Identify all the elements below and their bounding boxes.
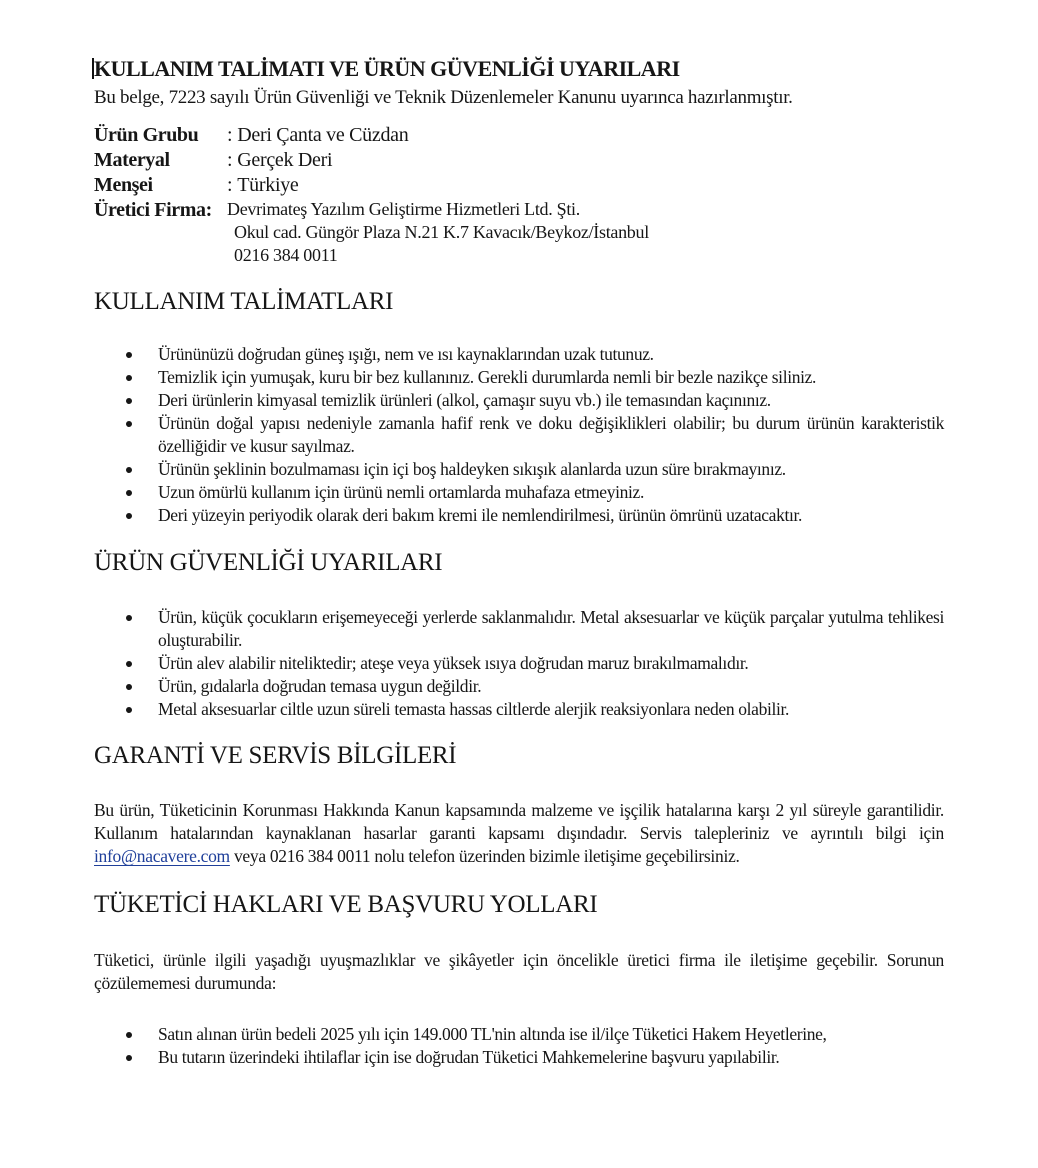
list-item: [94, 675, 944, 698]
list-item: [94, 1023, 944, 1046]
section-title-usage: KULLANIM TALİMATLARI: [94, 288, 394, 315]
list-item-text: Ürününüzü doğrudan güneş ışığı, nem ve ısı kaynaklarından uzak tutunuz.: [158, 344, 654, 364]
bullet-dot-icon: [126, 375, 132, 381]
list-item: [94, 481, 944, 504]
bullet-dot-icon: [126, 615, 132, 621]
section-title-rights: TÜKETİCİ HAKLARI VE BAŞVURU YOLLARI: [94, 891, 598, 918]
list-item-text: Deri yüzeyin periyodik olarak deri bakım kremi ile nemlendirilmesi, ürünün ömrünü uzatacaktır.: [158, 505, 803, 525]
info-row-material: [94, 148, 944, 173]
list-item: [94, 652, 944, 675]
maker-label: Üretici Firma:: [94, 199, 212, 221]
maker-name: Devrimateş Yazılım Geliştirme Hizmetleri Ltd. Şti.: [227, 199, 580, 219]
bullet-dot-icon: [126, 398, 132, 404]
maker-address: Okul cad. Güngör Plaza N.21 K.7 Kavacık/Beykoz/İstanbul: [234, 222, 649, 242]
separator: :: [227, 149, 233, 171]
bullet-dot-icon: [126, 1055, 132, 1061]
list-item-text: Bu tutarın üzerindeki ihtilaflar için ise doğrudan Tüketici Mahkemelerine başvuru yapılabilir.: [158, 1047, 780, 1067]
list-item-text: Ürün alev alabilir niteliktedir; ateşe veya yüksek ısıya doğrudan maruz bırakılmamalıdır.: [158, 653, 749, 673]
safety-list: [94, 606, 944, 721]
list-item-text: Temizlik için yumuşak, kuru bir bez kullanınız. Gerekli durumlarda nemli bir bezle nazikçe siliniz.: [158, 367, 817, 387]
list-item-text: Ürünün şeklinin bozulmaması için içi boş haldeyken sıkışık alanlarda uzun süre bırakmayınız.: [158, 459, 786, 479]
product-group-label: Ürün Grubu: [94, 124, 199, 146]
section-title-warranty: GARANTİ VE SERVİS BİLGİLERİ: [94, 742, 457, 769]
info-row-product-group: [94, 123, 944, 148]
list-item: [94, 389, 944, 412]
section-title-safety: ÜRÜN GÜVENLİĞİ UYARILARI: [94, 549, 443, 576]
origin-value: Türkiye: [237, 174, 299, 196]
bullet-dot-icon: [126, 467, 132, 473]
maker-phone: 0216 384 0011: [234, 245, 338, 265]
product-info-table: [94, 123, 944, 267]
material-value-wrap: [227, 148, 332, 173]
text-cursor: [92, 58, 94, 79]
bullet-dot-icon: [126, 661, 132, 667]
list-item: [94, 504, 944, 527]
list-item-text: Deri ürünlerin kimyasal temizlik ürünleri (alkol, çamaşır suyu vb.) ile temasından kaçınınız.: [158, 390, 771, 410]
bullet-dot-icon: [126, 684, 132, 690]
product-group-value: Deri Çanta ve Cüzdan: [237, 124, 409, 146]
bullet-dot-icon: [126, 1032, 132, 1038]
email-link[interactable]: info@nacavere.com: [94, 846, 230, 866]
info-row-maker: [94, 198, 944, 267]
warranty-text: [94, 799, 944, 868]
bullet-dot-icon: [126, 421, 132, 427]
list-item-text: Satın alınan ürün bedeli 2025 yılı için 149.000 TL'nin altında ise il/ilçe Tüketici Hakem Heyetlerine,: [158, 1024, 827, 1044]
list-item-text: Ürünün doğal yapısı nedeniyle zamanla hafif renk ve doku değişiklikleri olabilir; bu durum ürünün karakteristik özelliğidir ve kusur sayılmaz.: [158, 413, 944, 456]
list-item: [94, 412, 944, 458]
list-item: [94, 343, 944, 366]
list-item-text: Uzun ömürlü kullanım için ürünü nemli ortamlarda muhafaza etmeyiniz.: [158, 482, 644, 502]
bullet-dot-icon: [126, 490, 132, 496]
warranty-text-start: Bu ürün, Tüketicinin Korunması Hakkında Kanun kapsamında malzeme ve işçilik hatalarına karşı 2 yıl süreyle garantilidir. Kullanım hatalarından kaynaklanan hasarlar garanti kapsamı dışındadır. Servis talepleriniz ve ayrıntılı bilgi için: [94, 800, 944, 843]
list-item: [94, 366, 944, 389]
warranty-text-end: veya 0216 384 0011 nolu telefon üzerinden bizimle iletişime geçebilirsiniz.: [229, 846, 740, 866]
origin-label: Menşei: [94, 174, 153, 196]
bullet-dot-icon: [126, 513, 132, 519]
info-row-origin: [94, 173, 944, 198]
list-item: [94, 1046, 944, 1069]
list-item-text: Metal aksesuarlar ciltle uzun süreli temasta hassas ciltlerde alerjik reaksiyonlara neden olabilir.: [158, 699, 790, 719]
material-label: Materyal: [94, 149, 170, 171]
separator: :: [227, 124, 233, 146]
list-item: [94, 458, 944, 481]
document-page: [94, 56, 944, 1069]
list-item: [94, 698, 944, 721]
list-item-text: Ürün, küçük çocukların erişemeyeceği yerlerde saklanmalıdır. Metal aksesuarlar ve küçük parçalar yutulma tehlikesi oluşturabilir.: [158, 607, 944, 650]
bullet-dot-icon: [126, 707, 132, 713]
separator: :: [227, 174, 233, 196]
product-group-value-wrap: [227, 123, 408, 148]
maker-details: [227, 198, 649, 267]
intro-text: Bu belge, 7223 sayılı Ürün Güvenliği ve Teknik Düzenlemeler Kanunu uyarınca hazırlanmıştır.: [94, 87, 793, 108]
bullet-dot-icon: [126, 352, 132, 358]
rights-list: [94, 1023, 944, 1069]
rights-text: Tüketici, ürünle ilgili yaşadığı uyuşmazlıklar ve şikâyetler için öncelikle üretici firma ile iletişime geçebilir. Sorunun çözülememesi durumunda:: [94, 950, 944, 993]
list-item-text: Ürün, gıdalarla doğrudan temasa uygun değildir.: [158, 676, 482, 696]
usage-list: [94, 343, 944, 527]
list-item: [94, 606, 944, 652]
material-value: Gerçek Deri: [237, 149, 333, 171]
document-title: KULLANIM TALİMATI VE ÜRÜN GÜVENLİĞİ UYARILARI: [94, 56, 680, 81]
origin-value-wrap: [227, 173, 298, 198]
